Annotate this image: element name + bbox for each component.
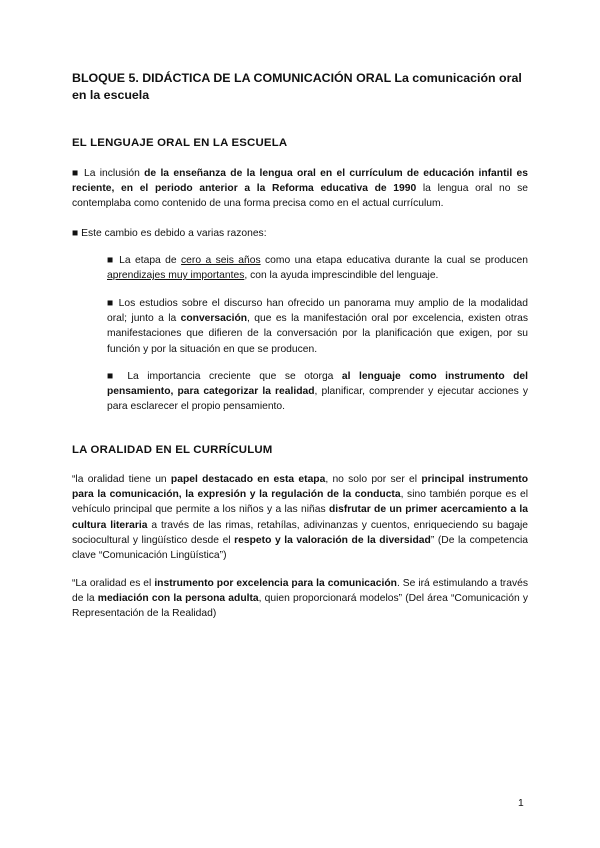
title-bold: BLOQUE 5. DIDÁCTICA DE LA COMUNICACIÓN ORAL	[72, 71, 391, 85]
paragraph-inclusion: ■ La inclusión de la enseñanza de la lengua oral en el currículum de educación infantil es reciente, en el periodo anterior a la Reforma educativa de 1990 la lengua oral no se contemplaba como contenido de una forma precisa como en el actual currículum.	[72, 168, 528, 210]
bullet: ■	[107, 255, 115, 266]
bullet: ■	[72, 168, 80, 179]
section-heading-lenguaje-oral: EL LENGUAJE ORAL EN LA ESCUELA	[72, 137, 288, 149]
reason-importancia: ■ La importancia creciente que se otorga al lenguaje como instrumento del pensamiento, para categorizar la realidad, planificar, comprender y ejecutar acciones y para esclarecer el propio pensamiento.	[107, 371, 528, 413]
reason-estudios-discurso: ■ Los estudios sobre el discurso han ofrecido un panorama muy amplio de la modalidad oral; junto a la conversación, que es la manifestación oral por excelencia, existen otras manifestaciones que difieren de la conversación por la planificación que exigen, por su función y por la situación en que se producen.	[107, 298, 528, 355]
page-number: 1	[518, 798, 524, 809]
section-heading-oralidad: LA ORALIDAD EN EL CURRÍCULUM	[72, 444, 273, 456]
title-rest: La comunicación oral en la escuela	[72, 71, 522, 102]
bullet: ■	[107, 371, 119, 382]
quote-area: “La oralidad es el instrumento por excelencia para la comunicación. Se irá estimulando a través de la mediación con la persona adulta, quien proporcionará modelos” (Del área “Comunicación y Representación de la Realidad)	[72, 578, 528, 620]
bullet: ■	[72, 228, 79, 239]
bullet: ■	[107, 298, 115, 309]
paragraph-razones: ■ Este cambio es debido a varias razones:	[72, 228, 267, 239]
page-title	[72, 70, 532, 104]
reason-etapa: ■ La etapa de cero a seis años como una etapa educativa durante la cual se producen aprendizajes muy importantes, con la ayuda imprescindible del lenguaje.	[107, 255, 528, 282]
quote-competencia: “la oralidad tiene un papel destacado en esta etapa, no solo por ser el principal instrumento para la comunicación, la expresión y la regulación de la conducta, sino también porque es el vehículo principal que permite a los niños y a las niñas disfrutar de un primer acercamiento a la cultura literaria a través de las rimas, retahílas, adivinanzas y cuentos, enriqueciendo su bagaje sociocultural y lingüístico desde el respeto y la valoración de la diversidad” (De la competencia clave “Comunicación Lingüística”)	[72, 474, 528, 562]
